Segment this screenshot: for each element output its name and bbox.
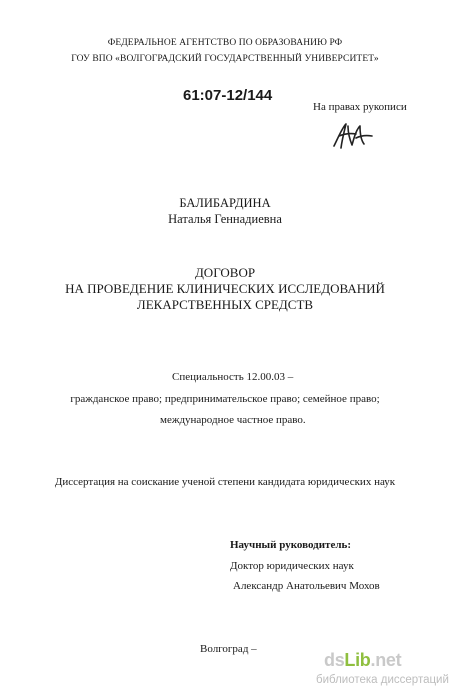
university-header: ГОУ ВПО «ВОЛГОГРАДСКИЙ ГОСУДАРСТВЕННЫЙ УНИВЕРСИТЕТ» — [71, 54, 379, 64]
watermark-logo-lib: Lib — [344, 650, 371, 670]
title-line-1: ДОГОВОР — [194, 265, 256, 280]
specialty-fields-cont: международное частное право. — [160, 414, 306, 426]
signature-image — [330, 118, 374, 152]
watermark-caption: библиотека диссертаций — [316, 674, 449, 686]
specialty-code: Специальность 12.00.03 – — [172, 371, 294, 383]
supervisor-name: Александр Анатольевич Мохов — [233, 580, 380, 592]
rights-note: На правах рукописи — [313, 101, 407, 113]
supervisor-heading: Научный руководитель: — [230, 539, 351, 551]
title-line-3: ЛЕКАРСТВЕННЫХ СРЕДСТВ — [136, 297, 314, 312]
title-line-2: НА ПРОВЕДЕНИЕ КЛИНИЧЕСКИХ ИССЛЕДОВАНИЙ — [65, 281, 385, 296]
document-code: 61:07-12/144 — [183, 87, 273, 104]
dissertation-statement: Диссертация на соискание ученой степени кандидата юридических наук — [54, 476, 396, 488]
watermark-logo-ds: ds — [324, 650, 345, 670]
author-surname: БАЛИБАРДИНА — [179, 196, 271, 210]
specialty-fields: гражданское право; предпринимательское право; семейное право; — [70, 393, 380, 405]
author-name: Наталья Геннадиевна — [168, 212, 282, 226]
dslib-watermark — [316, 650, 450, 698]
watermark-logo — [324, 650, 401, 671]
agency-header: ФЕДЕРАЛЬНОЕ АГЕНТСТВО ПО ОБРАЗОВАНИЮ РФ — [107, 38, 343, 48]
supervisor-degree: Доктор юридических наук — [230, 560, 354, 572]
watermark-logo-net: .net — [370, 650, 402, 670]
city-year: Волгоград – — [200, 643, 257, 655]
